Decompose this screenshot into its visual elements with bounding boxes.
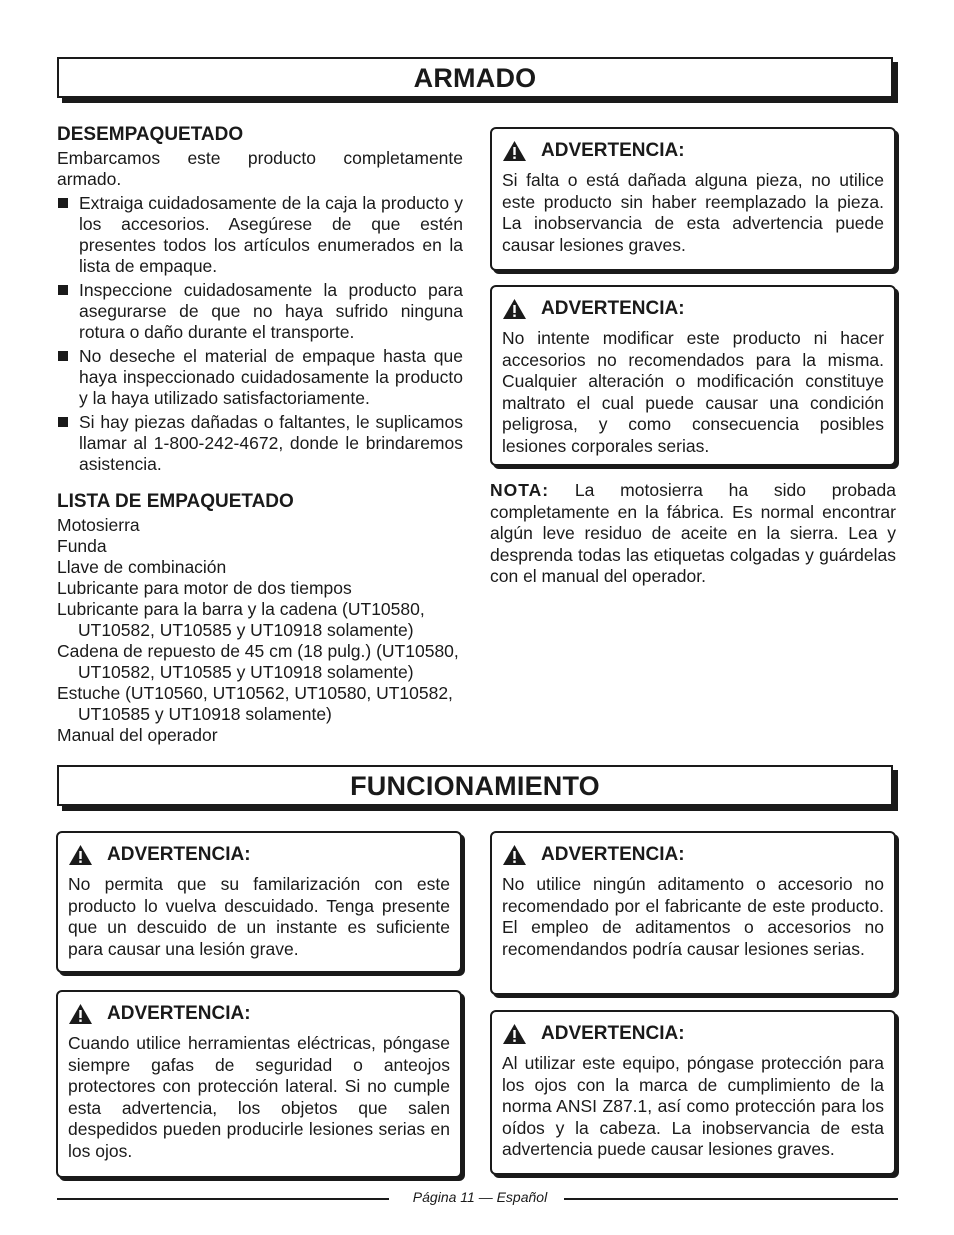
packing-list-heading: LISTA DE EMPAQUETADO xyxy=(57,491,294,512)
warning-triangle-icon xyxy=(502,140,527,162)
warning-box-familiarization xyxy=(56,831,462,973)
packing-item: Motosierra xyxy=(57,515,140,535)
warning-label: ADVERTENCIA: xyxy=(541,844,685,866)
warning-text: Si falta o está dañada alguna pieza, no utilice este producto sin haber reemplazado la pieza. La inobservancia de esta advertencia puede causar lesiones graves. xyxy=(502,170,884,255)
packing-item: Estuche (UT10560, UT10562, UT10580, UT10582, UT10585 y UT10918 solamente) xyxy=(57,683,453,724)
warning-triangle-icon xyxy=(68,844,93,866)
unpacking-heading: DESEMPAQUETADO xyxy=(57,124,244,145)
warning-text: No intente modificar este producto ni hacer accesorios no recomendados para la misma. Cualquier alteración o modificación constituye maltrato el cual puede causar una condición peligrosa, y como consecuencia posibles lesiones corporales serias. xyxy=(502,328,884,456)
bullet-item: No deseche el material de empaque hasta que haya inspeccionado cuidadosamente la producto y la haya utilizado satisfactoriamente. xyxy=(57,346,463,409)
warning-label: ADVERTENCIA: xyxy=(541,298,685,320)
warning-triangle-icon xyxy=(502,844,527,866)
warning-triangle-icon xyxy=(68,1003,93,1025)
warning-label: ADVERTENCIA: xyxy=(541,1023,685,1045)
note-text: La motosierra ha sido probada completamente en la fábrica. Es normal encontrar algún leve residuo de aceite en la sierra. Lea y desprenda todas las etiquetas colgadas y guárdelas con el manual del operador. xyxy=(490,480,896,586)
warning-label: ADVERTENCIA: xyxy=(107,1003,251,1025)
warning-label: ADVERTENCIA: xyxy=(107,844,251,866)
warning-triangle-icon xyxy=(502,298,527,320)
section-title-armado: ARMADO xyxy=(57,57,893,98)
page-footer: Página 11 — Español xyxy=(412,1189,548,1205)
packing-item: Cadena de repuesto de 45 cm (18 pulg.) (UT10580, UT10582, UT10585 y UT10918 solamente) xyxy=(57,641,459,682)
packing-item: Lubricante para motor de dos tiempos xyxy=(57,578,352,598)
section-title-funcionamiento: FUNCIONAMIENTO xyxy=(57,765,893,806)
warning-text: No permita que su familarización con este producto lo vuelva descuidado. Tenga presente que un descuido de un instante es suficiente para causar una lesión grave. xyxy=(68,874,450,959)
warning-box-modification xyxy=(490,285,896,466)
warning-box-attachments xyxy=(490,831,896,995)
footer-rule-left xyxy=(57,1198,389,1200)
packing-item: Lubricante para la barra y la cadena (UT10580, UT10582, UT10585 y UT10918 solamente) xyxy=(57,599,425,640)
packing-item: Funda xyxy=(57,536,107,556)
bullet-item: Extraiga cuidadosamente de la caja la producto y los accesorios. Asegúrese de que estén presentes todos los artículos enumerados en la lista de empaque. xyxy=(57,193,463,277)
packing-list xyxy=(57,515,463,746)
warning-box-missing-parts xyxy=(490,127,896,271)
note-label: NOTA: xyxy=(490,480,550,500)
warning-text: Cuando utilice herramientas eléctricas, póngase siempre gafas de seguridad o anteojos protectores con protección lateral. Si no cumple esta advertencia, los objetos que salen despedidos pueden producirle lesiones serias en los ojos. xyxy=(68,1033,450,1161)
footer-rule-right xyxy=(564,1198,898,1200)
packing-list-section xyxy=(57,491,463,746)
note-paragraph xyxy=(490,480,896,588)
bullet-item: Inspeccione cuidadosamente la producto para asegurarse de que no haya sufrido ninguna rotura o daño durante el transporte. xyxy=(57,280,463,343)
unpacking-section xyxy=(57,124,463,478)
warning-box-ansi-protection xyxy=(490,1010,896,1175)
bullet-item: Si hay piezas dañadas o faltantes, le suplicamos llamar al 1-800-242-4672, donde le brindaremos asistencia. xyxy=(57,412,463,475)
warning-text: No utilice ningún aditamento o accesorio no recomendado por el fabricante de este producto. El empleo de aditamentos o accesorios no recomendandos podría causar lesiones serias. xyxy=(502,874,884,959)
unpacking-bullets xyxy=(57,193,463,475)
warning-box-eye-protection xyxy=(56,990,462,1178)
packing-item: Llave de combinación xyxy=(57,557,227,577)
warning-text: Al utilizar este equipo, póngase protección para los ojos con la marca de cumplimiento de la norma ANSI Z87.1, así como protección para los oídos y la cabeza. La inobservancia de esta advertencia puede causar lesiones graves. xyxy=(502,1053,884,1159)
unpacking-intro: Embarcamos este producto completamente armado. xyxy=(57,148,463,189)
warning-label: ADVERTENCIA: xyxy=(541,140,685,162)
packing-item: Manual del operador xyxy=(57,725,218,745)
warning-triangle-icon xyxy=(502,1023,527,1045)
